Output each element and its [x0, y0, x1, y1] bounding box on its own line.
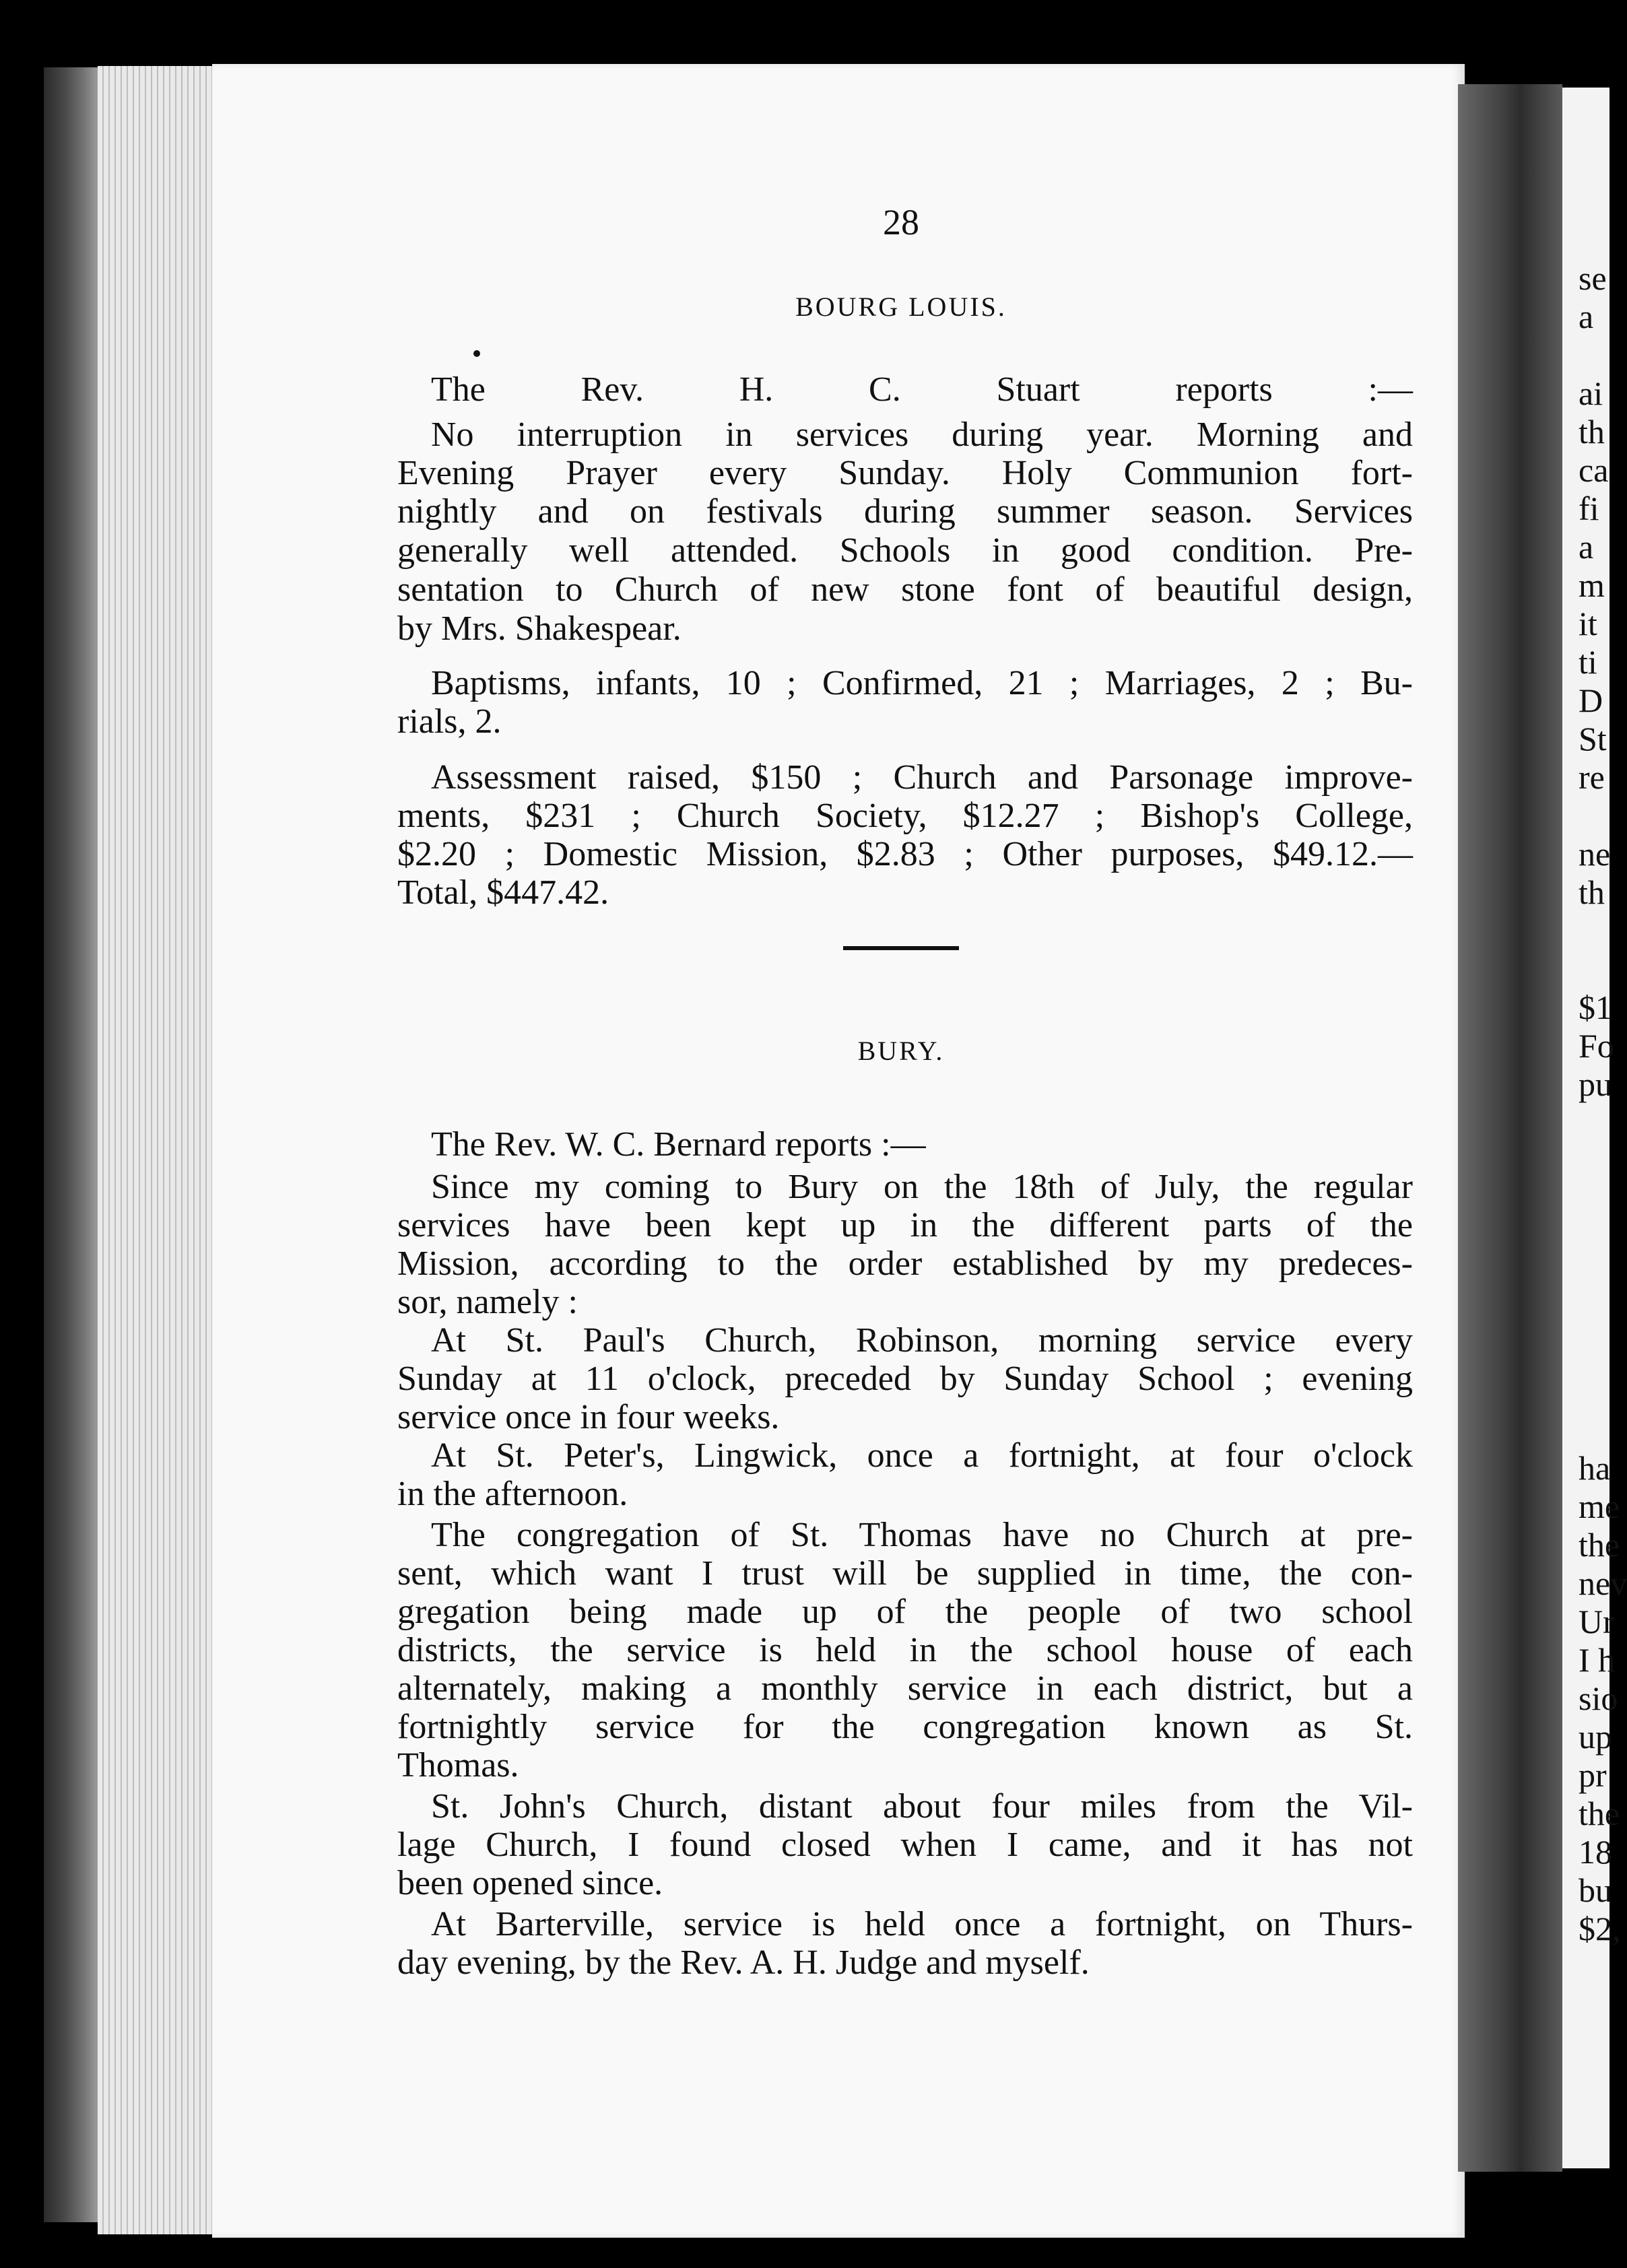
facing-page-text-fragment: Fo [1579, 1027, 1614, 1065]
facing-page-text-fragment: se [1579, 259, 1607, 297]
facing-page-text-fragment: th [1579, 873, 1605, 911]
facing-page-text-fragment: it [1579, 605, 1597, 642]
bury-line: The congregation of St. Thomas have no Church at pre- [431, 1516, 1413, 1554]
bourg-louis-line: Total, $447.42. [397, 873, 609, 912]
facing-page-text-fragment: $2, [1579, 1910, 1621, 1947]
facing-page-text-fragment: D [1579, 681, 1603, 719]
ink-speck [473, 350, 480, 357]
book-gutter-shadow [1458, 84, 1562, 2172]
bury-line: fortnightly service for the congregation known as St. [397, 1708, 1413, 1746]
bourg-louis-line: The Rev. H. C. Stuart reports :— [431, 370, 1413, 409]
bourg-louis-line: Assessment raised, $150 ; Church and Parsonage improve- [431, 758, 1413, 797]
facing-page-text-fragment: ai [1579, 374, 1603, 412]
bury-line: The Rev. W. C. Bernard reports :— [431, 1125, 926, 1164]
facing-page-text-fragment: re [1579, 758, 1605, 796]
bury-line: Sunday at 11 o'clock, preceded by Sunday School ; evening [397, 1360, 1413, 1398]
bourg-louis-line: nightly and on festivals during summer season. Services [397, 492, 1413, 531]
facing-page-text-fragment: $1 [1579, 989, 1612, 1026]
facing-page-text-fragment: the [1579, 1526, 1620, 1564]
stacked-page-edges [98, 66, 215, 2234]
facing-page-text-fragment: ne [1579, 835, 1611, 873]
bury-line: gregation being made up of the people of two school [397, 1593, 1413, 1631]
bury-line: been opened since. [397, 1864, 663, 1902]
bury-line: alternately, making a monthly service in each district, but a [397, 1669, 1413, 1708]
bury-line: Mission, according to the order established by my predeces- [397, 1244, 1413, 1283]
facing-page-text-fragment: the [1579, 1795, 1620, 1832]
bury-line: in the afternoon. [397, 1475, 628, 1513]
facing-page-text-fragment: St [1579, 720, 1607, 758]
bourg-louis-line: Baptisms, infants, 10 ; Confirmed, 21 ; Marriages, 2 ; Bu- [431, 664, 1413, 702]
facing-page-text-fragment: bu [1579, 1871, 1612, 1909]
bourg-louis-line: No interruption in services during year. Morning and [431, 415, 1413, 454]
facing-page-text-fragment: pu [1579, 1065, 1612, 1103]
facing-page-text-fragment: m [1579, 566, 1605, 604]
bury-line: service once in four weeks. [397, 1398, 780, 1436]
bury-line: At St. Peter's, Lingwick, once a fortnight, at four o'clock [431, 1436, 1413, 1475]
bourg-louis-line: generally well attended. Schools in good condition. Pre- [397, 531, 1413, 570]
facing-page-text-fragment: Ur [1579, 1603, 1614, 1640]
facing-page-text-fragment: fi [1579, 490, 1599, 527]
book-binding-left [44, 67, 98, 2222]
facing-page-text-fragment: pr [1579, 1756, 1607, 1794]
bury-line: day evening, by the Rev. A. H. Judge and myself. [397, 1943, 1090, 1982]
facing-page-text-fragment: th [1579, 413, 1605, 451]
bury-line: At St. Paul's Church, Robinson, morning service every [431, 1321, 1413, 1360]
bury-line: Since my coming to Bury on the 18th of July, the regular [431, 1168, 1413, 1206]
facing-page-text-fragment: sio [1579, 1679, 1618, 1717]
bury-line: St. John's Church, distant about four miles from the Vil- [431, 1787, 1413, 1826]
bourg-louis-line: sentation to Church of new stone font of beautiful design, [397, 570, 1413, 609]
facing-page-text-fragment: 18 [1579, 1833, 1612, 1871]
bury-line: Thomas. [397, 1746, 519, 1785]
bury-line: services have been kept up in the different parts of the [397, 1206, 1413, 1244]
bury-line: sent, which want I trust will be supplied in time, the con- [397, 1554, 1413, 1593]
facing-page-text-fragment: nev [1579, 1564, 1627, 1602]
facing-page-text-fragment: ti [1579, 643, 1597, 681]
bury-line: districts, the service is held in the school house of each [397, 1631, 1413, 1669]
bourg-louis-line: $2.20 ; Domestic Mission, $2.83 ; Other purposes, $49.12.— [397, 835, 1413, 873]
bury-line: sor, namely : [397, 1283, 578, 1321]
bury-line: At Barterville, service is held once a fortnight, on Thurs- [431, 1905, 1413, 1943]
bourg-louis-line: ments, $231 ; Church Society, $12.27 ; Bishop's College, [397, 797, 1413, 835]
bourg-louis-line: Evening Prayer every Sunday. Holy Communion fort- [397, 454, 1413, 492]
bury-line: lage Church, I found closed when I came, and it has not [397, 1826, 1413, 1864]
bourg-louis-line: by Mrs. Shakespear. [397, 609, 682, 648]
facing-page-text-fragment: me [1579, 1488, 1620, 1525]
bourg-louis-line: rials, 2. [397, 702, 502, 741]
facing-page-text-fragment: a [1579, 298, 1594, 335]
facing-page-text-fragment: a [1579, 528, 1594, 566]
facing-page-fragment [1562, 88, 1627, 2168]
facing-page-text-fragment: I h [1579, 1641, 1616, 1679]
facing-page-text-fragment: ca [1579, 451, 1609, 489]
facing-page-text-fragment: ha [1579, 1449, 1611, 1487]
facing-page-text-fragment: up [1579, 1718, 1612, 1756]
scan-top-border [0, 0, 1609, 67]
section-divider-rule [843, 946, 959, 950]
